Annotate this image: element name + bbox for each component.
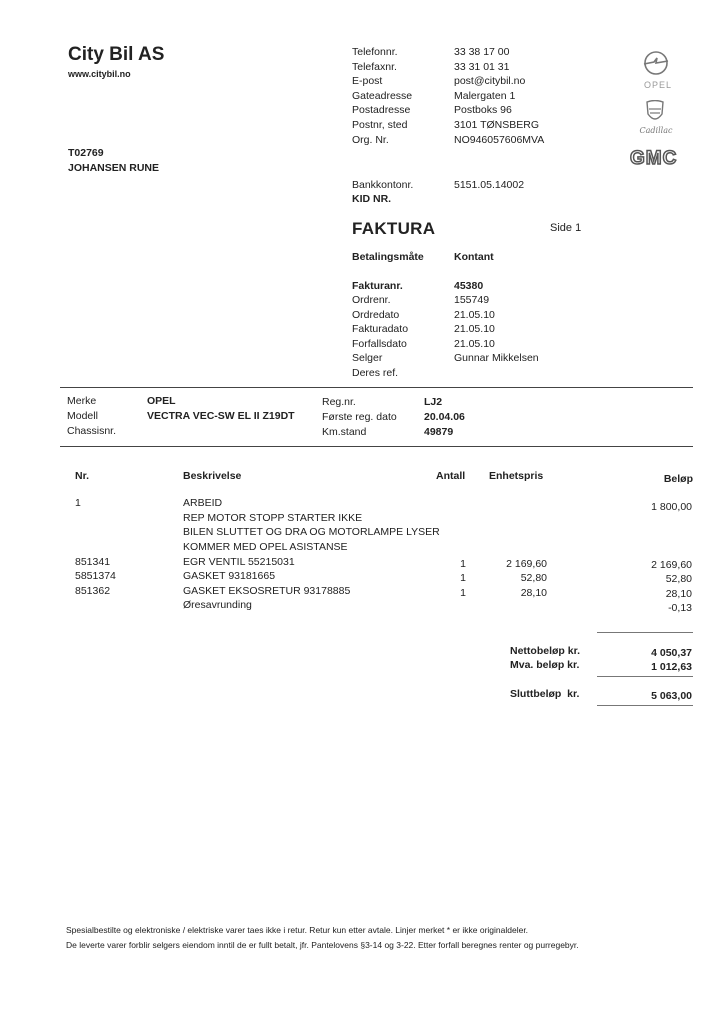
row-description: GASKET EKSOSRETUR 93178885 <box>183 585 351 597</box>
bank-account: 5151.05.14002 <box>454 179 525 191</box>
cadillac-logo-text: Cadillac <box>639 126 673 135</box>
row-amount: 1 800,00 <box>651 501 692 513</box>
detail-value: 155749 <box>454 294 490 306</box>
contact-label: Org. Nr. <box>352 133 389 146</box>
gmc-logo: GMC <box>630 148 678 169</box>
row-nr: 851341 <box>75 556 111 568</box>
model-value: VECTRA VEC-SW EL II Z19DT <box>147 410 295 422</box>
company-name: City Bil AS <box>68 44 165 65</box>
footer-line-2: De leverte varer forblir selgers eiendom inntil de er fullt betalt, jfr. Pantelovens §3-14 og 3-22. Etter forfall beregnes renter og purregebyr. <box>66 940 579 950</box>
company-website: www.citybil.no <box>68 69 131 79</box>
contact-label: Gateadresse <box>352 89 413 102</box>
row-unit-price: 52,80 <box>520 572 547 584</box>
row-quantity: 1 <box>460 587 466 599</box>
contact-value: 33 38 17 00 <box>454 46 510 58</box>
net-label: Nettobeløp kr. <box>510 645 581 657</box>
vat-amount: 1 012,63 <box>651 661 692 673</box>
reg-value: LJ2 <box>424 396 443 408</box>
chassis-label: Chassisnr. <box>67 425 117 437</box>
net-amount: 4 050,37 <box>651 647 692 659</box>
customer-name: JOHANSEN RUNE <box>68 162 160 174</box>
total-label: Sluttbeløp kr. <box>510 688 580 700</box>
contact-value: Malergaten 1 <box>454 89 516 102</box>
totals-top-rule <box>597 632 693 633</box>
row-amount: 28,10 <box>665 588 692 600</box>
contact-label: Postnr, sted <box>352 118 408 131</box>
detail-label: Deres ref. <box>352 366 399 379</box>
row-description: KOMMER MED OPEL ASISTANSE <box>183 541 348 553</box>
divider <box>60 446 693 447</box>
row-nr: 1 <box>75 497 81 509</box>
row-nr: 5851374 <box>75 570 116 582</box>
detail-label: Fakturadato <box>352 323 409 336</box>
totals-bottom-rule <box>597 705 693 706</box>
totals-mid-rule <box>597 676 693 677</box>
make-label: Merke <box>67 395 97 407</box>
vat-label: Mva. beløp kr. <box>510 659 580 671</box>
invoice-number-label: Fakturanr. <box>352 280 403 292</box>
col-header-unit-price: Enhetspris <box>489 470 544 482</box>
row-description: Øresavrunding <box>183 599 252 611</box>
row-amount: 52,80 <box>665 573 692 585</box>
row-unit-price: 2 169,60 <box>506 558 547 570</box>
row-amount: -0,13 <box>668 602 692 614</box>
km-value: 49879 <box>424 426 454 438</box>
vehicle-values <box>147 394 295 424</box>
contact-block <box>0 45 724 147</box>
km-label: Km.stand <box>322 426 367 438</box>
detail-label: Forfallsdato <box>352 337 407 350</box>
contact-value: 3101 TØNSBERG <box>454 118 540 131</box>
contact-label: Telefonnr. <box>352 46 398 58</box>
invoice-title: FAKTURA <box>352 219 436 238</box>
vehicle-reg-labels <box>322 395 397 440</box>
contact-label: Telefaxnr. <box>352 60 397 73</box>
model-label: Modell <box>67 410 98 422</box>
vehicle-reg-values <box>424 395 465 440</box>
make-value: OPEL <box>147 395 176 407</box>
payment-label: Betalingsmåte <box>352 251 424 263</box>
footer-line-1: Spesialbestilte og elektroniske / elektriske varer taes ikke i retur. Retur kun etter avtale. Linjer merket * er ikke originaldeler. <box>66 925 529 935</box>
col-header-quantity: Antall <box>436 470 466 482</box>
row-quantity: 1 <box>460 572 466 584</box>
detail-label: Ordrenr. <box>352 294 391 306</box>
contact-label: Postadresse <box>352 104 411 117</box>
invoice-details <box>0 293 724 381</box>
first-reg-value: 20.04.06 <box>424 411 465 423</box>
reg-label: Reg.nr. <box>322 396 356 408</box>
contact-value: post@citybil.no <box>454 75 526 88</box>
vehicle-labels <box>67 394 116 439</box>
row-description: BILEN SLUTTET OG DRA OG MOTORLAMPE LYSER <box>183 526 440 538</box>
contact-value: Postboks 96 <box>454 104 512 117</box>
customer-number: T02769 <box>68 147 104 159</box>
payment-value: Kontant <box>454 251 494 263</box>
row-quantity: 1 <box>460 558 466 570</box>
col-header-amount: Beløp <box>663 473 693 485</box>
detail-value: 21.05.10 <box>454 308 495 321</box>
contact-label: E-post <box>352 75 383 88</box>
detail-value: Gunnar Mikkelsen <box>454 352 539 365</box>
bank-label: Bankkontonr. <box>352 179 414 191</box>
detail-label: Ordredato <box>352 308 400 321</box>
detail-value: 21.05.10 <box>454 323 495 336</box>
page-number: Side 1 <box>550 222 582 234</box>
total-amount: 5 063,00 <box>651 690 692 702</box>
row-amount: 2 169,60 <box>651 559 692 571</box>
row-description: GASKET 93181665 <box>183 570 276 582</box>
col-header-nr: Nr. <box>75 470 90 482</box>
detail-label: Selger <box>352 352 383 365</box>
contact-value: 33 31 01 31 <box>454 60 510 73</box>
cadillac-crest-icon <box>644 100 666 124</box>
detail-value: 21.05.10 <box>454 337 495 350</box>
divider <box>60 387 693 388</box>
first-reg-label: Første reg. dato <box>322 411 397 423</box>
opel-logo-text: OPEL <box>644 80 673 90</box>
opel-logo-icon <box>641 48 671 78</box>
invoice-number: 45380 <box>454 280 484 292</box>
row-description: ARBEID <box>183 497 223 509</box>
row-description: EGR VENTIL 55215031 <box>183 556 295 568</box>
row-description: REP MOTOR STOPP STARTER IKKE <box>183 512 363 524</box>
col-header-description: Beskrivelse <box>183 470 242 482</box>
kid-label: KID NR. <box>352 193 392 205</box>
row-nr: 851362 <box>75 585 111 597</box>
contact-value: NO946057606MVA <box>454 133 545 146</box>
row-unit-price: 28,10 <box>520 587 547 599</box>
